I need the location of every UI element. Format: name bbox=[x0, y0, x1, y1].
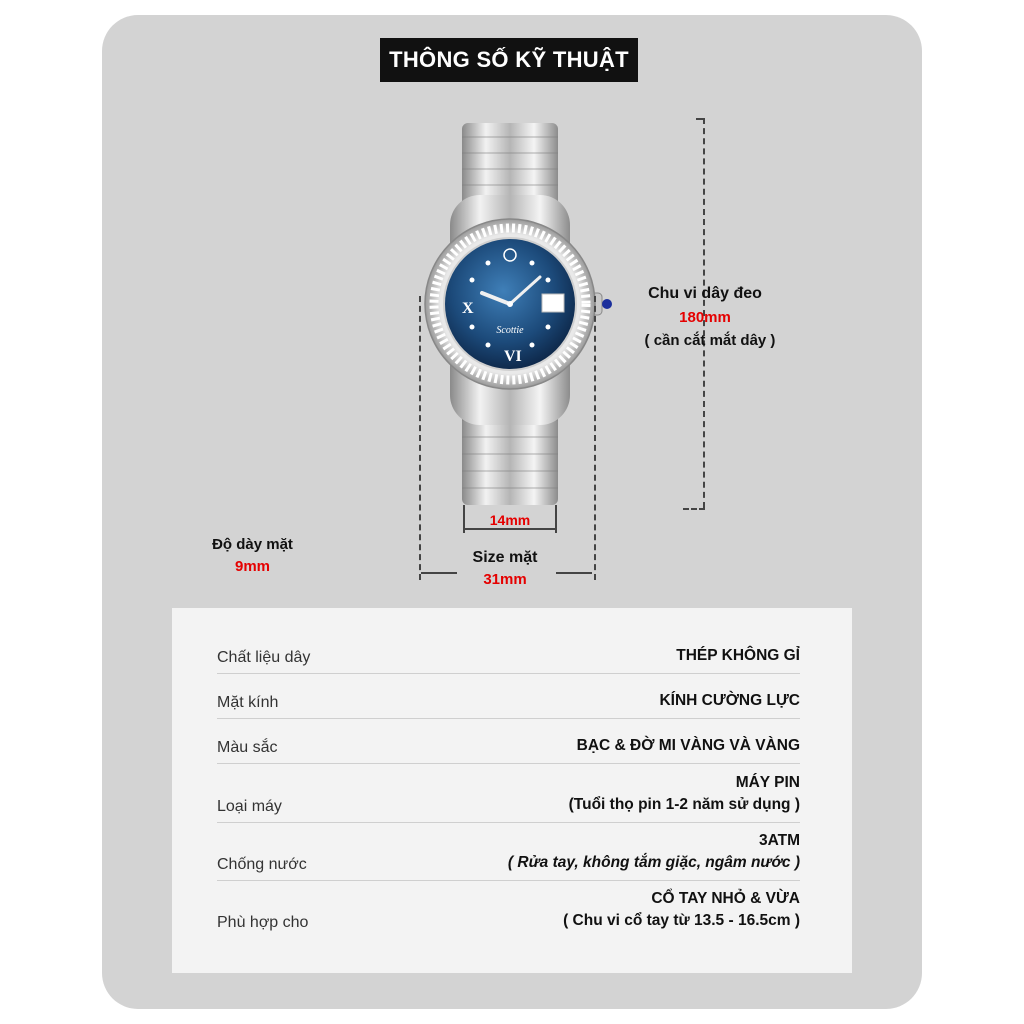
spec-key: Phù hợp cho bbox=[217, 914, 309, 931]
face-size-label: Size mặt bbox=[472, 549, 538, 566]
spec-key: Loại máy bbox=[217, 798, 282, 815]
spec-value: THÉP KHÔNG GỈ bbox=[676, 647, 800, 664]
face-size-line-right bbox=[556, 572, 592, 574]
spec-key: Chống nước bbox=[217, 856, 307, 873]
spec-value: CỔ TAY NHỎ & VỪA ( Chu vi cổ tay từ 13.5 - 16.5cm ) bbox=[563, 888, 800, 932]
thickness-value: 9mm bbox=[234, 558, 271, 575]
face-size-line-left bbox=[421, 572, 457, 574]
spec-row-water-resistance bbox=[217, 822, 800, 881]
watch-brand: Scottie bbox=[496, 325, 524, 336]
strap-circumference-value: 180mm bbox=[679, 309, 731, 326]
spec-note: ( Chu vi cổ tay từ 13.5 - 16.5cm ) bbox=[563, 912, 800, 929]
spec-key: Chất liệu dây bbox=[217, 649, 311, 666]
spec-value: MÁY PIN (Tuổi thọ pin 1-2 năm sử dụng ) bbox=[569, 772, 800, 816]
spec-row-glass bbox=[217, 673, 800, 719]
strap-width-line bbox=[463, 528, 557, 530]
strap-width-value: 14mm bbox=[489, 512, 531, 528]
spec-value: 3ATM ( Rửa tay, không tắm giặc, ngâm nước ) bbox=[508, 830, 800, 874]
face-size-value: 31mm bbox=[483, 571, 527, 588]
spec-row-movement bbox=[217, 763, 800, 823]
spec-note: (Tuổi thọ pin 1-2 năm sử dụng ) bbox=[568, 796, 800, 813]
spec-key: Mặt kính bbox=[217, 694, 279, 711]
strap-circumference-label: Chu vi dây đeo bbox=[648, 285, 762, 302]
numeral-ten: X bbox=[462, 300, 474, 317]
page-title: THÔNG SỐ KỸ THUẬT bbox=[380, 38, 638, 82]
spec-note: ( Rửa tay, không tắm giặc, ngâm nước ) bbox=[507, 854, 800, 871]
numeral-eight: VI bbox=[504, 348, 522, 365]
spec-row-strap-material bbox=[217, 633, 800, 674]
spec-value: BẠC & ĐỜ MI VÀNG VÀ VÀNG bbox=[576, 737, 800, 754]
strap-circumference-note: ( cần cắt mắt dây ) bbox=[644, 332, 776, 349]
spec-table bbox=[172, 608, 852, 973]
spec-row-suitable-for bbox=[217, 880, 800, 938]
spec-key: Màu sắc bbox=[217, 739, 278, 756]
thickness-label: Độ dày mặt bbox=[212, 536, 293, 553]
spec-value: KÍNH CƯỜNG LỰC bbox=[659, 692, 800, 709]
watch-image bbox=[410, 115, 620, 515]
spec-row-color bbox=[217, 718, 800, 764]
